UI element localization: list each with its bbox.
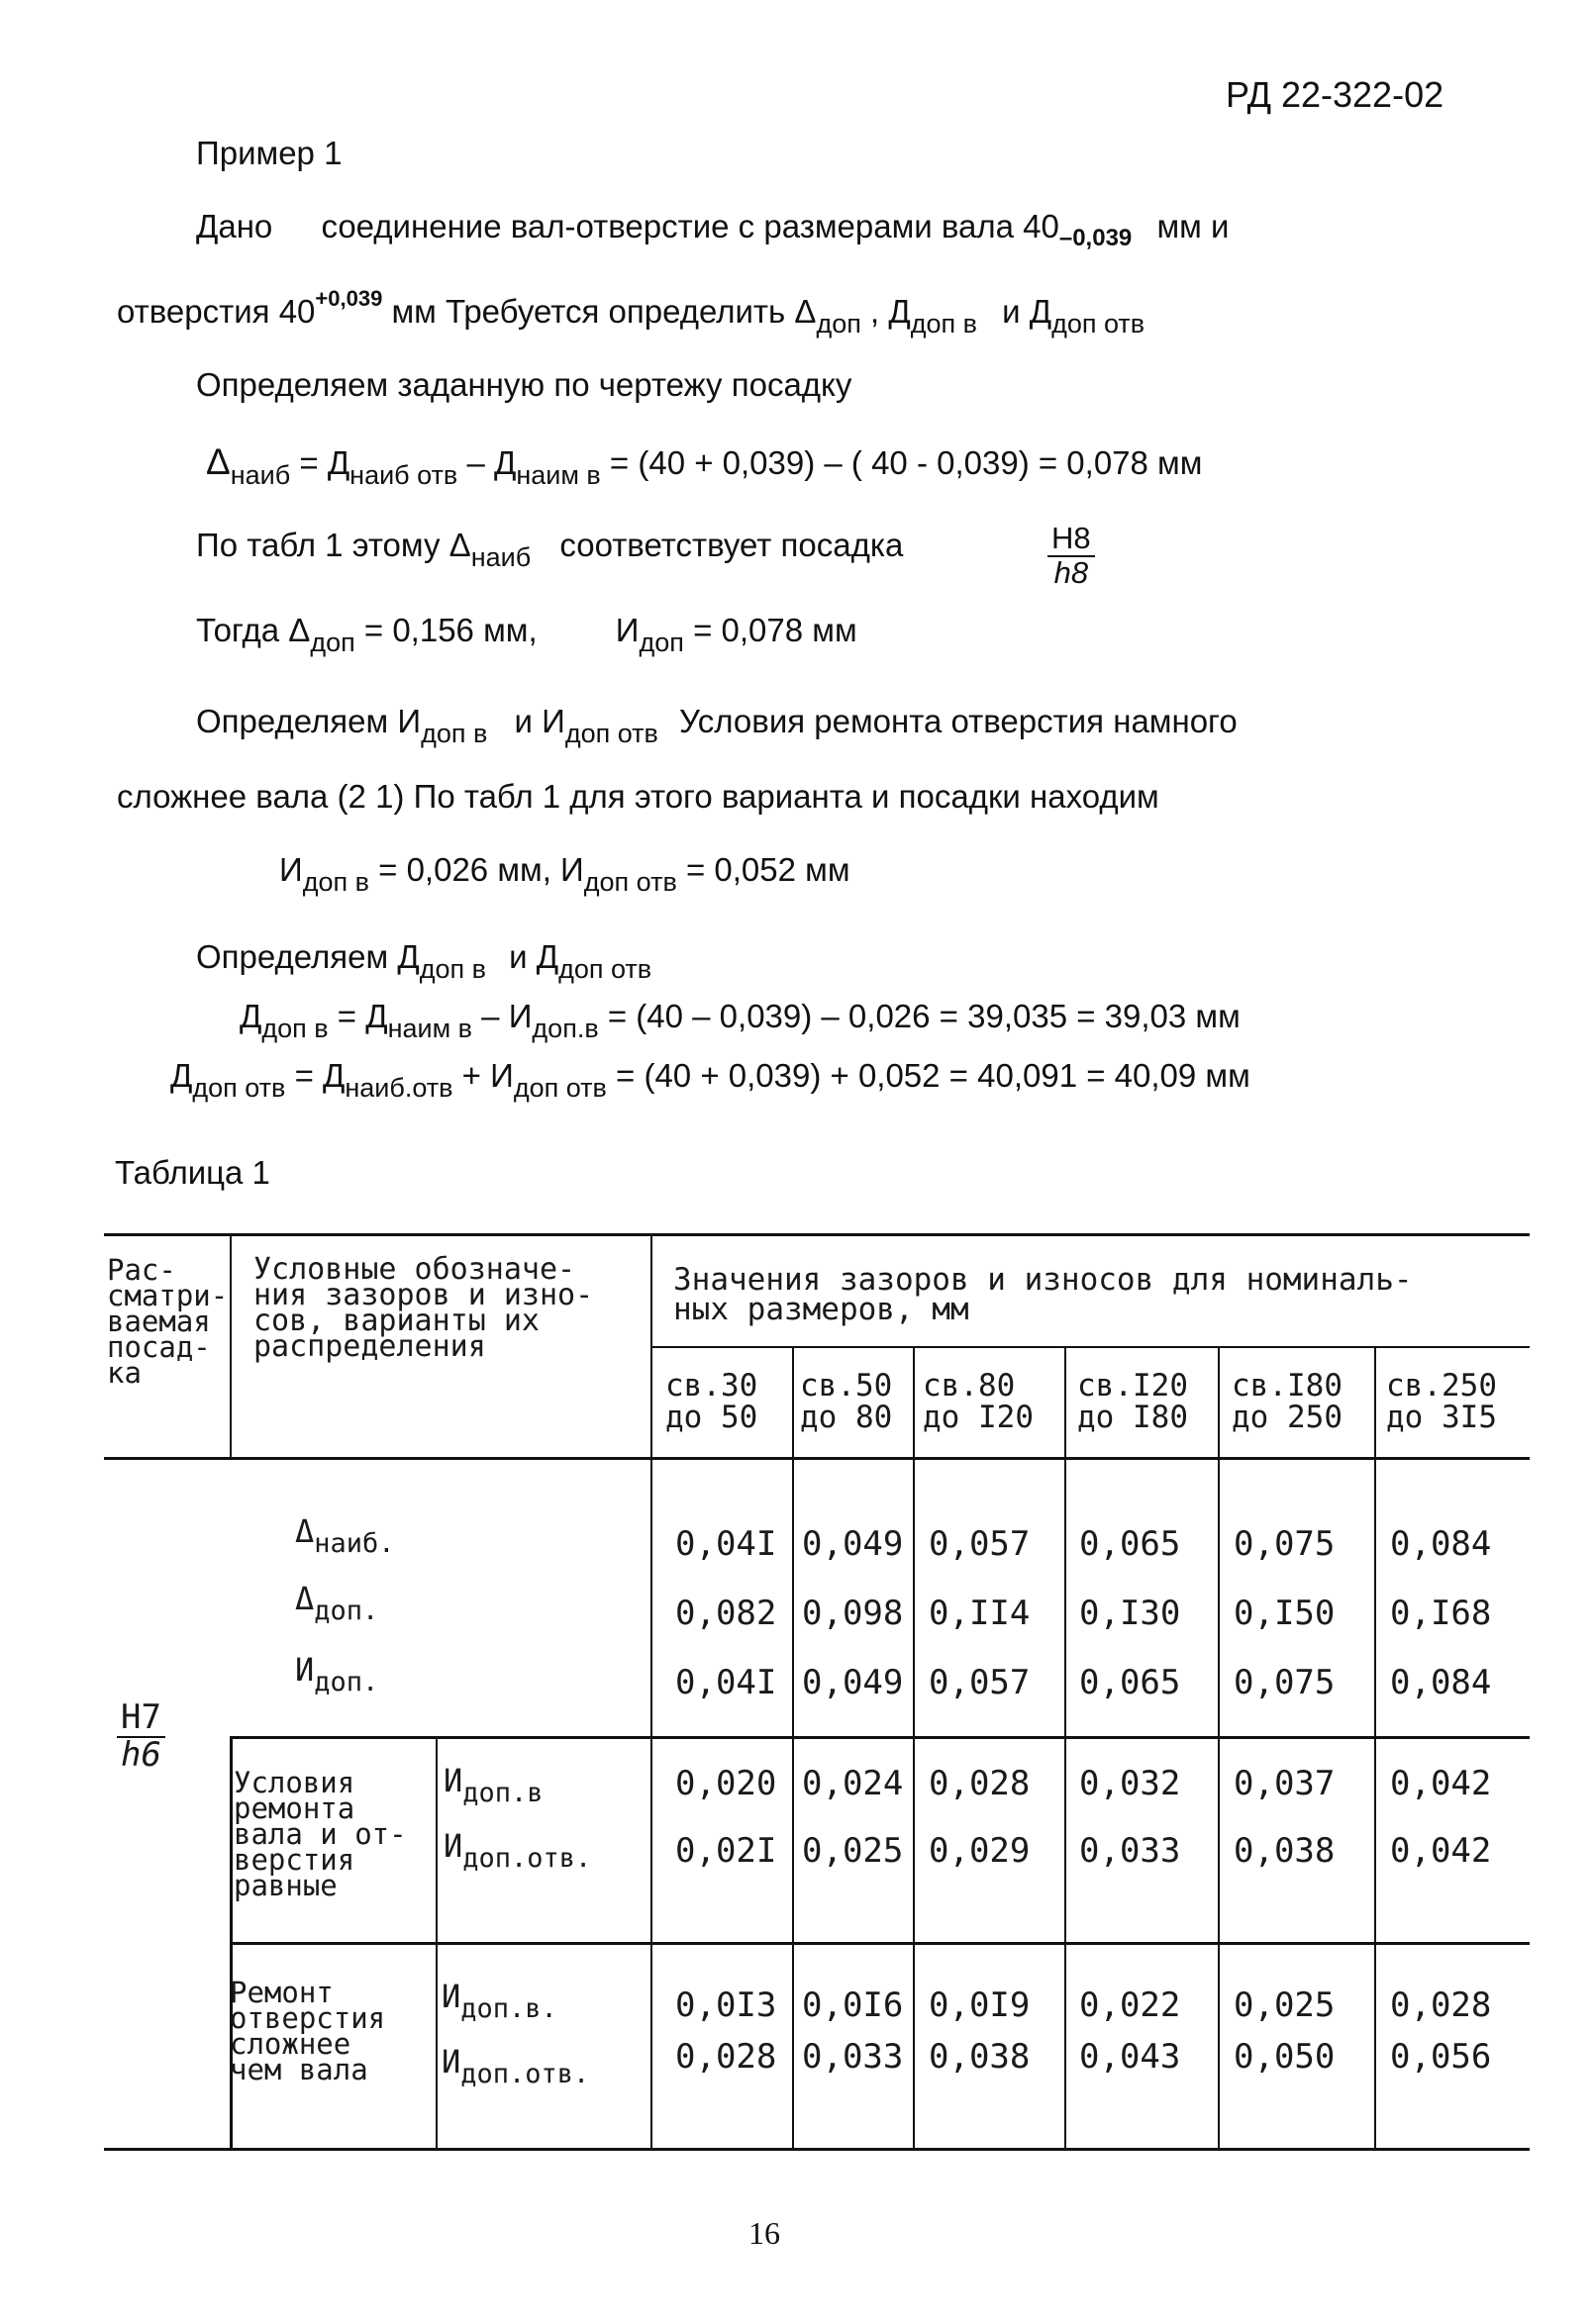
text-part: = Д [294,1057,346,1094]
range-from: св.30 [665,1368,758,1404]
text-sub: доп в [302,867,369,897]
text-sub: доп отв [513,1073,607,1103]
text-sub: доп в [419,954,486,984]
text-part: + И [461,1057,514,1094]
text-part: = 0,026 мм, И [378,851,584,888]
text-part: = 0,156 мм, [363,612,538,648]
value-cell: 0,032 [1079,1764,1181,1803]
hole-text: отверстия 40 [117,293,316,330]
hole-text4: и Д [1002,293,1052,330]
label-line: чем вала [230,2053,368,2086]
text-part: = (40 + 0,039) + 0,052 = 40,091 = 40,09 мм [616,1057,1250,1094]
formula-part: = Д [299,444,350,481]
value-cell: 0,042 [1390,1831,1492,1871]
text-part: и И [514,703,565,739]
wear-symbol: И [295,1651,315,1689]
value-cell: 0,029 [929,1831,1031,1871]
formula-sub: наиб [230,460,291,490]
range-to: до 3I5 [1386,1400,1497,1435]
header-fit [107,1253,229,1390]
value-cell: 0,04I [675,1524,777,1564]
value-cell: 0,033 [802,2037,904,2077]
text-sub: доп отв [583,867,677,897]
fit-denominator: h6 [121,1734,161,1775]
value-cell: 0,038 [1234,1831,1336,1871]
given-word: Дано [196,208,273,244]
table-title: Таблица 1 [115,1154,270,1191]
hole-text3: , Д [870,293,911,330]
label-line: Ремонт [230,1976,334,2009]
text-part: По табл 1 этому Δ [196,527,471,563]
value-cell: 0,050 [1234,2037,1336,2077]
formula-sub: наиб отв [349,460,458,490]
value-cell: 0,0I9 [929,1985,1031,2025]
value-cell: 0,020 [675,1764,777,1803]
delta-symbol: Δ [295,1512,315,1550]
text-part: Определяем И [196,703,422,739]
value-cell: 0,098 [802,1594,904,1633]
header-values-line: Значения зазоров и износов для номиналь- [673,1262,1413,1298]
range-rule-1 [792,1346,794,2150]
header-symbols [253,1252,594,1364]
range-from: св.50 [800,1368,893,1404]
table-bottom-rule [104,2148,1530,2151]
range-to: до 50 [665,1400,758,1435]
hole-sub3: доп отв [1051,309,1145,339]
text-sub: доп.в [532,1014,599,1043]
text-part: и Д [509,938,559,975]
symbol-wear-hole [444,1827,592,1874]
text-part: = Д [337,998,388,1034]
range-6 [1386,1370,1497,1433]
value-cell: 0,084 [1390,1663,1492,1702]
symbol-wear-allowed [295,1651,379,1697]
value-cell: 0,065 [1079,1663,1181,1702]
symbol-delta-max [295,1512,395,1559]
given-unit: мм и [1156,208,1230,244]
value-cell: 0,043 [1079,2037,1181,2077]
col1-rule-bottom [230,1736,233,2150]
text-part: Д [240,998,262,1034]
text-sub: наим в [387,1014,472,1043]
header-values [673,1262,1413,1327]
text-part: = 0,078 мм [693,612,857,648]
determine-fit-line: Определяем заданную по чертежу посадку [196,366,852,403]
text-sub: доп отв [192,1073,286,1103]
symbol-sub: доп.отв. [462,1843,592,1874]
header-symbols-line: сов, варианты их [253,1304,540,1338]
block1-bottom-rule [230,1736,1530,1739]
range-4 [1077,1370,1188,1433]
range-rule-2 [913,1346,915,2150]
text-part: – И [481,998,533,1034]
label-line: отверстия [230,2001,386,2035]
value-cell: 0,022 [1079,1985,1181,2025]
value-cell: 0,075 [1234,1524,1336,1564]
value-cell: 0,028 [929,1764,1031,1803]
value-cell: 0,042 [1390,1764,1492,1803]
symbol-sub: доп.в [462,1778,544,1808]
range-5 [1232,1370,1343,1433]
text-part: соответствует посадка [559,527,904,563]
value-cell: 0,0I6 [802,1985,904,2025]
harder-line: сложнее вала (2 1) По табл 1 для этого варианта и посадки находим [117,778,1159,815]
value-cell: 0,025 [802,1831,904,1871]
hole-tolerance: +0,039 [315,286,383,311]
wear-symbol: И [444,1827,463,1865]
value-cell: 0,025 [1234,1985,1336,2025]
text-sub: доп отв [558,954,652,984]
delta-symbol: Δ [295,1580,315,1617]
text-part: И [279,851,303,888]
symbol-sub: доп.отв. [460,2059,590,2089]
range-2 [800,1370,892,1433]
range-to: до I80 [1077,1400,1188,1435]
value-cell: 0,024 [802,1764,904,1803]
symbol-wear-hole-2 [442,2043,590,2089]
value-cell: 0,02I [675,1831,777,1871]
value-cell: 0,057 [929,1524,1031,1564]
range-to: до I20 [923,1400,1034,1435]
header-symbols-line: распределения [253,1329,486,1364]
label-line: Условия [234,1766,355,1799]
delta-symbol: Δ [206,441,231,482]
value-cell: 0,037 [1234,1764,1336,1803]
value-cell: 0,04I [675,1663,777,1702]
wear-symbol: И [442,2043,461,2081]
text-sub: наиб [470,542,532,572]
header-symbols-line: Условные обозначе- [253,1252,576,1287]
header-bottom-rule [104,1457,1530,1460]
range-rule-5 [1374,1346,1376,2150]
text-sub: доп в [421,719,488,748]
text-part: Д [170,1057,193,1094]
text-sub: наиб.отв [345,1073,453,1103]
symbol-delta-allowed [295,1580,379,1626]
header-fit-line: сматри- [107,1279,229,1312]
value-cell: 0,075 [1234,1663,1336,1702]
table-top-rule [104,1233,1530,1236]
formula-result: = (40 + 0,039) – ( 40 - 0,039) = 0,078 мм [609,444,1203,481]
header-fit-line: ваемая [107,1305,211,1338]
value-cell: 0,056 [1390,2037,1492,2077]
fit-fraction-h7-h6 [117,1697,165,1775]
range-1 [665,1370,757,1433]
range-to: до 250 [1232,1400,1343,1435]
label-line: равные [234,1869,338,1902]
value-cell: 0,028 [675,2037,777,2077]
value-cell: 0,0I3 [675,1985,777,2025]
symbol-sub: доп.в. [460,1993,557,2024]
header-fit-line: ка [107,1356,142,1390]
range-from: св.I80 [1232,1368,1343,1404]
value-cell: 0,049 [802,1663,904,1702]
block3-label [230,1976,386,2086]
value-cell: 0,065 [1079,1524,1181,1564]
symbol-wear-shaft [444,1762,544,1808]
document-code: РД 22-322-02 [1226,74,1444,115]
symbol-sub: доп. [314,1667,379,1697]
example-title: Пример 1 [196,135,343,171]
wear-symbol: И [442,1978,461,2015]
text-part: И [615,612,640,648]
range-from: св.80 [923,1368,1016,1404]
text-part: Условия ремонта отверстия намного [679,703,1238,739]
range-rule-3 [1064,1346,1066,2150]
range-3 [923,1370,1034,1433]
value-cell: 0,057 [929,1663,1031,1702]
text-sub: доп в [261,1014,329,1043]
value-cell: 0,028 [1390,1985,1492,2025]
header-fit-line: Рас- [107,1253,176,1287]
value-cell: 0,I50 [1234,1594,1336,1633]
hole-sub2: доп в [910,309,977,339]
range-from: св.250 [1386,1368,1497,1404]
symbol-sub: доп. [314,1596,379,1626]
block2-bottom-rule [230,1942,1530,1945]
fit-denominator: h8 [1053,554,1089,590]
text-part: Определяем Д [196,938,420,975]
hole-text2: мм Требуется определить Δ [391,293,817,330]
shaft-tolerance: –0,039 [1058,225,1133,251]
value-cell: 0,I30 [1079,1594,1181,1633]
text-sub: доп [639,628,684,657]
value-cell: 0,II4 [929,1594,1031,1633]
text-part: = 0,052 мм [685,851,850,888]
label-line: вала и от- [234,1817,407,1851]
value-cell: 0,049 [802,1524,904,1564]
header-values-line: ных размеров, мм [673,1292,969,1327]
formula-part: – Д [466,444,517,481]
range-rule-4 [1218,1346,1220,2150]
given-text: соединение вал-отверстие с размерами вала 40 [321,208,1059,244]
value-cell: 0,I68 [1390,1594,1492,1633]
symbol-rule [436,1736,438,2150]
hole-sub1: доп [816,309,861,339]
header-fit-line: посад- [107,1330,211,1364]
wear-symbol: И [444,1762,463,1799]
text-part: Тогда Δ [196,612,311,648]
value-cell: 0,082 [675,1594,777,1633]
header-symbols-line: ния зазоров и изно- [253,1278,594,1312]
value-cell: 0,084 [1390,1524,1492,1564]
label-line: ремонта [234,1791,355,1825]
value-cell: 0,038 [929,2037,1031,2077]
formula-sub: наим в [516,460,601,490]
range-from: св.I20 [1077,1368,1188,1404]
page-number: 16 [748,2215,780,2251]
text-part: = (40 – 0,039) – 0,026 = 39,035 = 39,03 мм [607,998,1241,1034]
ranges-rule [650,1346,1530,1348]
block2-label [234,1766,407,1902]
range-to: до 80 [800,1400,893,1435]
text-sub: доп отв [564,719,658,748]
fit-numerator: H7 [117,1700,165,1738]
col3-rule [650,1233,652,2150]
col1-rule-top [230,1233,232,1459]
fit-numerator: H8 [1047,523,1095,557]
symbol-wear-shaft-2 [442,1978,557,2024]
text-sub: доп [310,628,355,657]
label-line: верстия [234,1843,355,1877]
value-cell: 0,033 [1079,1831,1181,1871]
symbol-sub: наиб. [314,1528,395,1559]
label-line: сложнее [230,2027,351,2061]
